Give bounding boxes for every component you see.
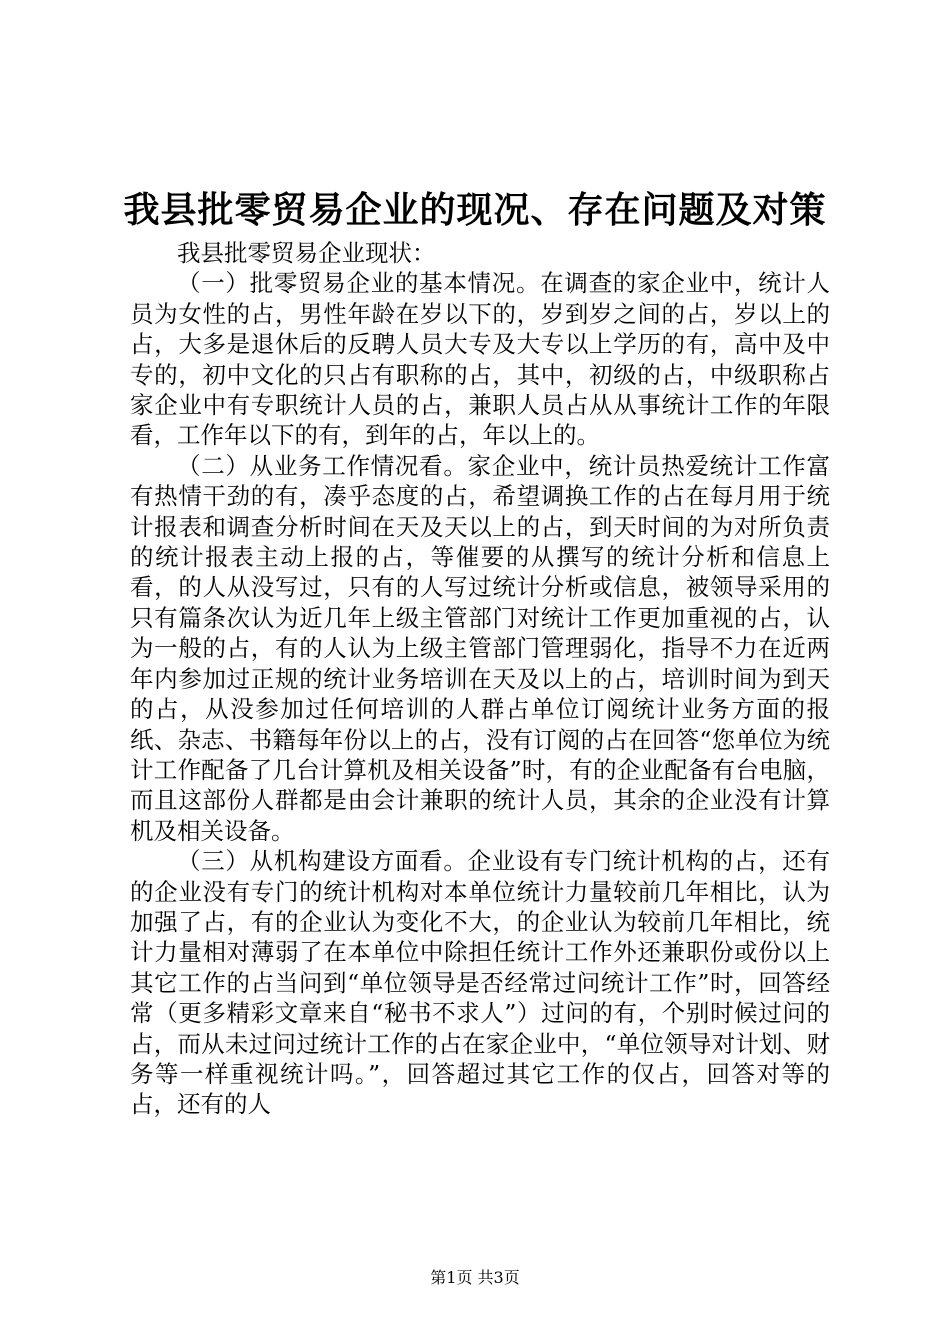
- document-title: 我县批零贸易企业的现况、存在问题及对策: [123, 189, 827, 231]
- paragraph-section-1: （一）批零贸易企业的基本情况。在调查的家企业中，统计人员为女性的占，男性年龄在岁以下的，岁到岁之间的占，岁以上的占，大多是退休后的反聘人员大专及大专以上学历的有，高中及中专的，初中文化的只占有职称的占，其中，初级的占，中级职称占家企业中有专职统计人员的占，兼职人员占从从事统计工作的年限看，工作年以下的有，到年的占，年以上的。: [130, 269, 830, 450]
- page-number-footer: 第1页 共3页: [430, 1268, 520, 1287]
- paragraph-intro: 我县批零贸易企业现状：: [177, 239, 436, 267]
- paragraph-section-2: （二）从业务工作情况看。家企业中，统计员热爱统计工作富有热情干劲的有，凑乎态度的占，希望调换工作的占在每月用于统计报表和调查分析时间在天及天以上的占，到天时间的为对所负责的统计报表主动上报的占，等催要的从撰写的统计分析和信息上看，的人从没写过，只有的人写过统计分析或信息，被领导采用的只有篇条次认为近几年上级主管部门对统计工作更加重视的占，认为一般的占，有的人认为上级主管部门管理弱化，指导不力在近两年内参加过正规的统计业务培训在天及以上的占，培训时间为到天的占，从没参加过任何培训的人群占单位订阅统计业务方面的报纸、杂志、书籍每年份以上的占，没有订阅的占在回答“您单位为统计工作配备了几台计算机及相关设备”时，有的企业配备有台电脑，而且这部份人群都是由会计兼职的统计人员，其余的企业没有计算机及相关设备。: [130, 451, 830, 845]
- paragraph-section-3: （三）从机构建设方面看。企业设有专门统计机构的占，还有的企业没有专门的统计机构对本单位统计力量较前几年相比，认为加强了占，有的企业认为变化不大，的企业认为较前几年相比，统计力量相对薄弱了在本单位中除担任统计工作外还兼职份或份以上其它工作的占当问到“单位领导是否经常过问统计工作”时，回答经常（更多精彩文章来自“秘书不求人”）过问的有，个别时候过问的占，而从未过问过统计工作的占在家企业中，“单位领导对计划、财务等一样重视统计吗。”，回答超过其它工作的仅占，回答对等的占，还有的人: [130, 847, 830, 1119]
- document-body: [130, 238, 830, 1120]
